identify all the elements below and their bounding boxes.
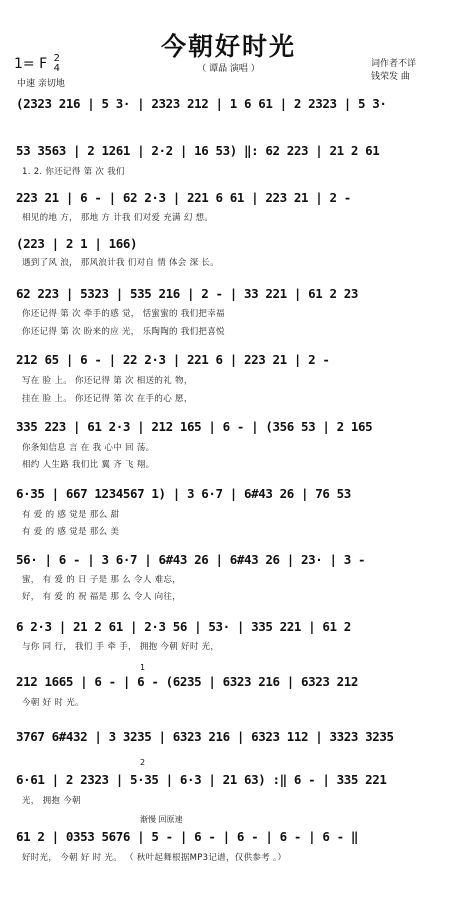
notation-line: 212 65 | 6 - | 22 2·3 | 221 6 | 223 21 | 2 - bbox=[16, 352, 330, 367]
notation-line: 56· | 6 - | 3 6·7 | 6#43 26 | 6#43 26 | 23· | 3 - bbox=[16, 552, 366, 567]
notation-line: (2323 216 | 5 3· | 2323 212 | 1 6 61 | 2 2323 | 5 3· bbox=[16, 96, 387, 111]
tempo-marking: 中速 亲切地 bbox=[17, 79, 65, 89]
notation-line: (223 | 2 1 | 166) bbox=[16, 236, 138, 251]
notation-line: 3767 6#432 | 3 3235 | 6323 216 | 6323 112 | 3323 3235 bbox=[16, 729, 394, 744]
score-annotation: 2 bbox=[140, 758, 146, 767]
notation-line: 6·61 | 2 2323 | 5·35 | 6·3 | 21 63) :‖ 6 - | 335 221 bbox=[16, 772, 387, 787]
lyric-line: 你条知信息 言 在 我 心中 回 荡。 bbox=[22, 443, 155, 453]
notation-line: 223 21 | 6 - | 62 2·3 | 221 6 61 | 223 21 | 2 - bbox=[16, 190, 351, 205]
notation-line: 212 1665 | 6 - | 6 - (6235 | 6323 216 | 6323 212 bbox=[16, 674, 359, 689]
notation-line: 335 223 | 61 2·3 | 212 165 | 6 - | (356 53 | 2 165 bbox=[16, 419, 373, 434]
meter-top: 2 bbox=[53, 53, 60, 64]
song-title: 今朝好时光 bbox=[160, 32, 296, 61]
lyric-line: 与你 同 行， 我们 手 牵 手， 拥抱 今朝 好时 光， bbox=[22, 642, 220, 652]
lyric-line: 相约 人生路 我们比 翼 齐 飞 翔。 bbox=[22, 460, 155, 470]
lyricist-credit: 词作者不详 bbox=[371, 59, 417, 69]
lyric-line: 蜜， 有 爱 的 日 子是 那 么 令人 难忘， bbox=[22, 575, 182, 585]
notation-line: 6·35 | 667 1234567 1) | 3 6·7 | 6#43 26 | 76 53 bbox=[16, 486, 351, 501]
notation-line: 53 3563 | 2 1261 | 2·2 | 16 53) ‖: 62 223 | 21 2 61 bbox=[16, 143, 380, 158]
lyric-line: 有 爱 的 感 觉是 那么 甜 bbox=[22, 510, 120, 520]
lyric-line: 相见的地 方， 那地 方 计我 们对爱 充满 幻 想。 bbox=[22, 213, 214, 223]
lyric-line: 有 爱 的 感 觉是 那么 美 bbox=[22, 527, 120, 537]
notation-line: 62 223 | 5323 | 535 216 | 2 - | 33 221 | 61 2 23 bbox=[16, 286, 359, 301]
time-signature bbox=[54, 54, 60, 74]
lyric-line: 光， 拥抱 今朝 bbox=[22, 796, 81, 806]
notation-line: 61 2 | 0353 5676 | 5 - | 6 - | 6 - | 6 - | 6 - ‖ bbox=[16, 829, 359, 844]
singer-credit: （ 谭晶 演唱 ） bbox=[197, 64, 260, 74]
score-annotation: 渐慢 回原速 bbox=[140, 815, 183, 824]
lyric-line: 你还记得 第 次 牵手的感 觉， 恬蜜蜜的 我们把幸福 bbox=[22, 309, 225, 319]
composer-credit: 钱荣发 曲 bbox=[371, 72, 410, 82]
score-annotation: 1 bbox=[140, 663, 146, 672]
lyric-line: 好， 有 爱 的 祝 福是 那 么 令人 向往， bbox=[22, 592, 182, 602]
notation-line: 6 2·3 | 21 2 61 | 2·3 56 | 53· | 335 221 | 61 2 bbox=[16, 619, 351, 634]
lyric-line: 挂在 脸 上。 你还记得 第 次 在手的心 愿， bbox=[22, 394, 193, 404]
meter-bottom: 4 bbox=[53, 63, 60, 74]
lyric-line: 你还记得 第 次 盼来的应 光， 乐陶陶的 我们把喜悦 bbox=[22, 327, 225, 337]
key-label: 1= F bbox=[14, 56, 48, 72]
lyric-line: 今朝 好 时 光。 bbox=[22, 698, 84, 708]
key-signature bbox=[14, 54, 60, 74]
lyric-line: 遇到了风 浪， 那风浪计我 们对自 情 体会 深 长。 bbox=[22, 258, 220, 268]
lyric-line: 写在 脸 上。 你还记得 第 次 相送的礼 物， bbox=[22, 376, 193, 386]
lyric-line: 好时光， 今朝 好 时 光。 （ 秋叶起舞根据MP3记谱，仅供参考 。） bbox=[22, 853, 287, 863]
lyric-line: 1. 2. 你还记得 第 次 我们 bbox=[22, 167, 125, 177]
